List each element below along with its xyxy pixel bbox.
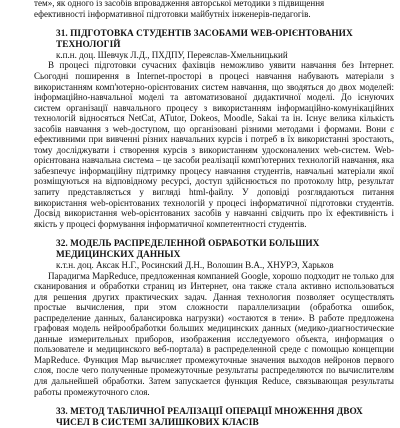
article-33 bbox=[34, 407, 394, 428]
intro-line: тем», як одного із засобів впровадження авторської методики з підвищення bbox=[34, 0, 325, 8]
article-title-line: ЧИСЕЛ В СИСТЕМІ ЗАЛИШКОВИХ КЛАСІВ bbox=[56, 417, 259, 428]
article-32 bbox=[34, 239, 394, 397]
article-title bbox=[34, 29, 394, 50]
article-title-line: 33. МЕТОД ТАБЛИЧНОЇ РЕАЛІЗАЦІЇ ОПЕРАЦІЇ МНОЖЕННЯ ДВОХ bbox=[56, 407, 363, 418]
article-title bbox=[34, 407, 394, 428]
article-31 bbox=[34, 29, 394, 229]
intro-paragraph bbox=[34, 0, 394, 19]
article-title bbox=[34, 239, 394, 260]
article-authors: к.п.н. доц. Шевчук Л.Д., ПХДПУ, Переяслав-Хмельницький bbox=[56, 49, 288, 60]
article-title-line: 32. МОДЕЛЬ РАСПРЕДЕЛЕННОЙ ОБРАБОТКИ БОЛЬШИХ bbox=[56, 239, 320, 250]
article-body: В процесі підготовки сучасних фахівців неможливо уявити навчання без Інтернет. Сьогодні поширення в Internet-просторі в процесі навчання набувають матеріали з використанням комп'ютерно-орієнтованих систем навчання, що зводяться до двох моделей: інформаційно-навчальної моделі та автоматизованої дидактичної моделі. До існуючих систем організації навчального процесу з використанням інформаційно-комунікаційних технологій відносяться NetCat, ATutor, Dokeos, Moodle, Sakai та ін. Існує велика кількість засобів навчання з web-доступом, що організовані різними методами і формами. Вони є ефективними при вивченні різних навчальних курсів і потреб в їх використанні зростають, тому досліджувати і створення курсів з використанням удосконалених web-систем. Web-орієнтована навчальна система – це засоби реалізації комп'ютерних технологій навчання, яка забезпечує інформаційну підтримку процесу навчання студентів, навчальні матеріали якої розміщуються на відповідному ресурсі, доступ здійснюється по протоколу http, результат запиту представляється у вигляді html-файлу. У доповіді розглядаються питання використання web-орієнтованих технологій у процесі інформатичної підготовки студентів. Досвід використання web-орієнтованих засобів у навчанні свідчить про їх ефективність і якість у процесі формування інформатичної компетентності студентів. bbox=[34, 60, 394, 229]
article-authors: к.т.н. доц. Аксак Н.Г., Росинский Д.Н., Волошин В.А., ХНУРЭ, Харьков bbox=[56, 260, 334, 271]
article-title-line: МЕДИЦИНСКИХ ДАННЫХ bbox=[56, 249, 181, 260]
intro-line: ефективності інформативної підготовки майбутніх інженерів-педагогів. bbox=[34, 8, 311, 19]
article-title-line: ТЕХНОЛОГІЙ bbox=[56, 39, 121, 50]
article-title-line: 31. ПІДГОТОВКА СТУДЕНТІВ ЗАСОБАМИ WEB-ОРІЄНТОВАНИХ bbox=[56, 29, 353, 40]
article-body: Парадигма MapReduce, предложенная компанией Google, хорошо подходит не только для сканирования и обработки страниц из Интернет, она также стала активно использоваться для решения других практических задач. Данная технология позволяет осуществлять простые вычисления, при этом сложности параллелизации (обработка ошибок, распределение данных, балансировка нагрузки) «остаются в тени». В работе предложена графовая модель нейрообработки больших медицинских данных (медико-диагностические данные измерительных приборов, изображения исследуемого объекта, информация о пользователе и медицинского веб-портала) в распределенной среде с помощью концепции MapReduce. Функция Map вычисляет промежуточные значения выходов нейронов первого слоя, после чего полученные промежуточные результаты распределяются по вычислителям для дальнейшей обработки. Затем запускается функция Reduce, связывающая результаты работы промежуточного слоя. bbox=[34, 270, 394, 397]
